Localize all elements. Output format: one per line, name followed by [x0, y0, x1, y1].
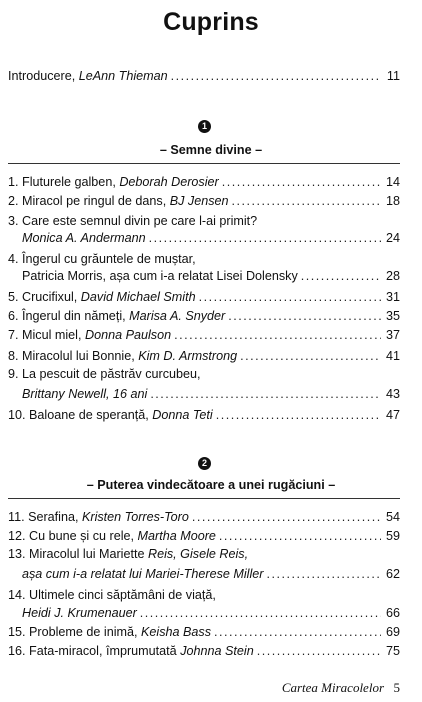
- section-title: – Semne divine –: [159, 143, 263, 157]
- entry-title: 14. Ultimele cinci săptămâni de viață,: [8, 588, 216, 602]
- entry-title: 10. Baloane de speranță, Donna Teti: [8, 408, 213, 422]
- section-number-badge: 2: [198, 457, 211, 470]
- entry-page: 24: [385, 231, 400, 245]
- entry-title: 6. Îngerul din nămeți, Marisa A. Snyder: [8, 309, 226, 323]
- dot-leader: [301, 268, 381, 284]
- entry-title: Patricia Morris, așa cum i-a relatat Lisei Dolensky: [22, 269, 298, 283]
- section-divider: [8, 498, 400, 499]
- entry-title: 12. Cu bune și cu rele, Martha Moore: [8, 529, 216, 543]
- entry-author: Johnna Stein: [180, 644, 254, 658]
- entry-title: [8, 230, 146, 246]
- dot-leader: [228, 308, 381, 324]
- entry-page: 47: [385, 408, 400, 422]
- entry-title: 7. Micul miel, Donna Paulson: [8, 328, 172, 342]
- entry-title: [8, 605, 137, 621]
- entry-page: 41: [385, 349, 400, 363]
- dot-leader: [150, 386, 381, 402]
- entry-author: Deborah Derosier: [119, 175, 219, 189]
- footer-book-title: Cartea Miracolelor: [281, 680, 384, 695]
- entry-title: 8. Miracolul lui Bonnie, Kim D. Armstrong: [8, 349, 238, 363]
- entry-author: Monica A. Andermann: [22, 231, 146, 245]
- dot-leader: [199, 289, 381, 305]
- entry-author: Keisha Bass: [141, 625, 212, 639]
- entry-page: 31: [385, 290, 400, 304]
- dot-leader: [232, 193, 381, 209]
- entry-author: David Michael Smith: [80, 290, 196, 304]
- entry-page: 62: [385, 567, 400, 581]
- entry-title: 4. Îngerul cu grăuntele de muștar,: [8, 252, 196, 266]
- entry-page: 69: [385, 625, 400, 639]
- dot-leader: [149, 230, 381, 246]
- entry-page: 18: [385, 194, 400, 208]
- entry-title: [8, 566, 263, 582]
- entry-title: 11. Serafina, Kristen Torres-Toro: [8, 510, 189, 524]
- entry-author: Kim D. Armstrong: [138, 349, 238, 363]
- dot-leader: [140, 605, 381, 621]
- entry-author: Reis, Gisele Reis,: [147, 547, 249, 561]
- entry-title: 2. Miracol pe ringul de dans, BJ Jensen: [8, 194, 229, 208]
- entry-author: Donna Paulson: [84, 328, 172, 342]
- entry-author: Brittany Newell, 16 ani: [22, 387, 148, 401]
- entry-title: [8, 386, 147, 402]
- dot-leader: [192, 509, 381, 525]
- entry-page: 11: [386, 69, 400, 83]
- entry-title: 15. Probleme de inimă, Keisha Bass: [8, 625, 212, 639]
- entry-title: 1. Fluturele galben, Deborah Derosier: [8, 175, 219, 189]
- entry-page: 14: [385, 175, 400, 189]
- entry-page: 66: [385, 606, 400, 620]
- entry-title: 5. Crucifixul, David Michael Smith: [8, 290, 196, 304]
- dot-leader: [240, 348, 381, 364]
- section-divider: [8, 163, 400, 164]
- page-title: Cuprins: [163, 8, 259, 36]
- entry-page: 54: [385, 510, 400, 524]
- dot-leader: [257, 643, 381, 659]
- section-title: – Puterea vindecătoare a unei rugăciuni –: [86, 478, 336, 492]
- section-number-badge: 1: [198, 120, 211, 133]
- dot-leader: [214, 624, 381, 640]
- dot-leader: [171, 68, 381, 84]
- entry-author: BJ Jensen: [169, 194, 229, 208]
- entry-author: Martha Moore: [137, 529, 216, 543]
- dot-leader: [174, 327, 381, 343]
- entry-page: 43: [385, 387, 400, 401]
- dot-leader: [222, 174, 381, 190]
- entry-title: Introducere, LeAnn Thieman: [8, 69, 168, 83]
- entry-title: 13. Miracolul lui Mariette Reis, Gisele Reis,: [8, 547, 249, 561]
- entry-page: 35: [385, 309, 400, 323]
- entry-title: 3. Care este semnul divin pe care l-ai primit?: [8, 214, 258, 228]
- entry-page: 59: [385, 529, 400, 543]
- entry-author: Kristen Torres-Toro: [81, 510, 189, 524]
- entry-page: 37: [385, 328, 400, 342]
- dot-leader: [219, 528, 381, 544]
- toc-intro[interactable]: [8, 68, 400, 84]
- entry-title: 9. La pescuit de păstrăv curcubeu,: [8, 367, 201, 381]
- entry-author: așa cum i-a relatat lui Mariei-Therese Miller: [22, 567, 264, 581]
- entry-author: Donna Teti: [152, 408, 213, 422]
- dot-leader: [216, 407, 381, 423]
- footer-page-number: 5: [393, 680, 400, 695]
- dot-leader: [266, 566, 381, 582]
- entry-author: Marisa A. Snyder: [129, 309, 226, 323]
- entry-author: Heidi J. Krumenauer: [22, 606, 137, 620]
- entry-title: 16. Fata-miracol, împrumutată Johnna Stein: [8, 644, 254, 658]
- entry-author: LeAnn Thieman: [78, 69, 168, 83]
- entry-page: 28: [385, 269, 400, 283]
- entry-page: 75: [385, 644, 400, 658]
